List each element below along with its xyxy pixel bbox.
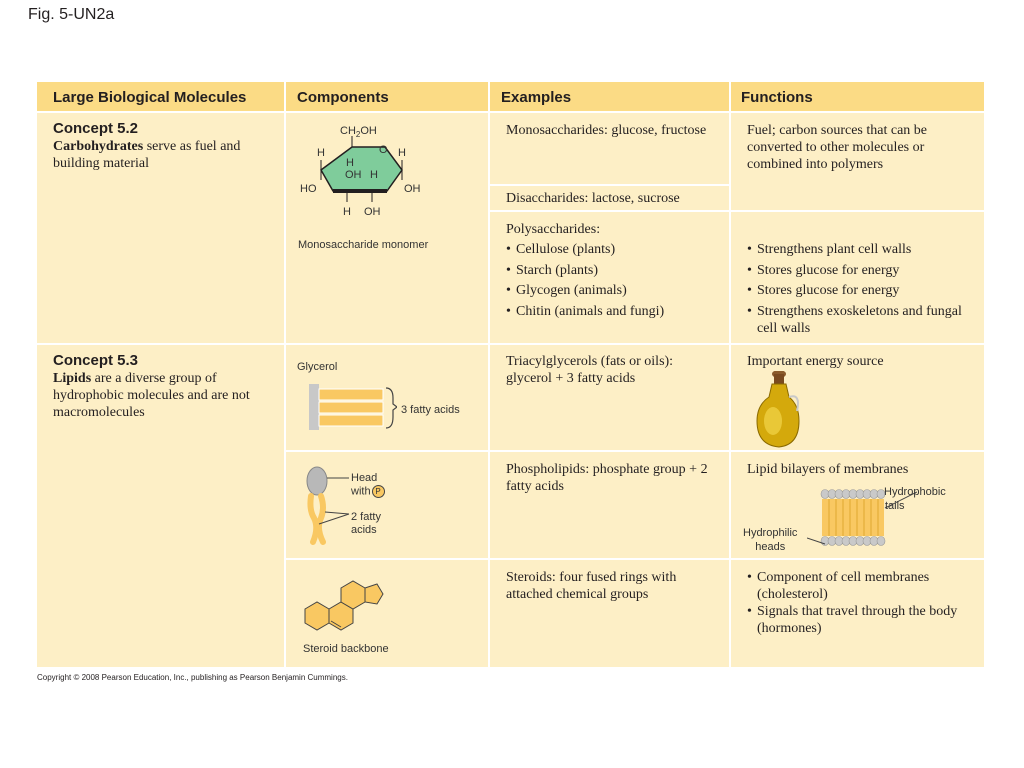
head-label-line: Head	[351, 472, 378, 484]
header-cell-components	[286, 82, 488, 111]
oh-label: OH	[345, 169, 362, 181]
example-steroids: Steroids: four fused rings with attached chemical groups	[506, 570, 677, 602]
list-item: • Strengthens exoskeletons and fungal cell walls	[747, 303, 977, 337]
hydrophilic-label	[743, 526, 797, 554]
list-item: • Stores glucose for energy	[747, 282, 977, 299]
steroid-backbone-diagram	[295, 572, 445, 638]
bottle-neck	[774, 374, 784, 384]
example-disaccharides: Disaccharides: lactose, sucrose	[506, 191, 680, 206]
steroid-ring-a	[305, 602, 329, 630]
phospholipid-head	[307, 467, 327, 495]
row-divider	[37, 343, 984, 345]
header-cell-examples	[490, 82, 729, 111]
column-divider	[488, 82, 490, 667]
head-label-line	[351, 485, 385, 498]
column-divider	[284, 82, 286, 667]
head-label	[351, 472, 385, 498]
column-divider	[729, 82, 731, 667]
glycerol-label: Glycerol	[297, 361, 338, 373]
h-label: H	[317, 147, 325, 159]
row-divider	[286, 558, 984, 560]
steroid-caption: Steroid backbone	[303, 643, 389, 655]
row-divider	[286, 450, 984, 452]
header-cell-molecules	[37, 82, 284, 111]
concept-title: Concept 5.2	[53, 120, 139, 137]
oil-bottle-icon	[747, 371, 803, 449]
oh-label: OH	[364, 206, 381, 218]
row-divider	[37, 111, 984, 113]
example-polysaccharides	[506, 221, 721, 322]
list-item: • Cellulose (plants)	[506, 240, 721, 261]
example-monosaccharides: Monosaccharides: glucose, fructose	[506, 123, 707, 138]
steroid-ring-d	[365, 584, 383, 604]
phosphate-p-icon: P	[372, 485, 385, 498]
figure-label: Fig. 5-UN2a	[28, 6, 115, 23]
fatty-acid-chain	[319, 389, 383, 400]
hydrophobic-label-line: tails	[885, 500, 905, 512]
h-label: H	[370, 169, 378, 181]
header-functions: Functions	[741, 89, 813, 106]
fatty-acid-tail	[319, 496, 323, 542]
header-cell-functions	[731, 82, 984, 111]
tails-label	[351, 511, 381, 537]
list-item: • Starch (plants)	[506, 261, 721, 282]
function-fuel: Fuel; carbon sources that can be converted to other molecules or combined into polymers	[747, 123, 927, 172]
polysaccharide-functions-list	[747, 241, 977, 337]
example-phospholipids: Phospholipids: phosphate group + 2 fatty acids	[506, 462, 708, 494]
ho-label: HO	[300, 183, 317, 195]
triacylglycerol-diagram	[309, 380, 397, 434]
list-item: • Stores glucose for energy	[747, 262, 977, 279]
tails-label-line: acids	[351, 524, 377, 536]
fatty-acid-tail	[310, 496, 316, 542]
brace-icon	[386, 388, 397, 428]
glycerol-bar	[309, 384, 319, 430]
tails-label-line: 2 fatty	[351, 511, 381, 523]
leader-line	[325, 512, 349, 514]
glucose-ring	[321, 147, 402, 191]
ring-oxygen-label: O	[379, 144, 388, 156]
list-item: • Chitin (animals and fungi)	[506, 302, 721, 323]
polysaccharides-title: Polysaccharides:	[506, 222, 601, 237]
h-label: H	[398, 147, 406, 159]
header-molecules: Large Biological Molecules	[53, 89, 247, 106]
concept-rest: serve as fuel and building material	[53, 139, 241, 171]
header-components: Components	[297, 89, 389, 106]
concept-description	[53, 370, 278, 421]
fatty-acids-label: 3 fatty acids	[401, 404, 460, 416]
list-item: • Signals that travel through the body (hormones)	[747, 603, 972, 637]
leader-line	[807, 538, 825, 544]
h-label: H	[346, 157, 354, 169]
row-divider	[490, 184, 729, 186]
header-examples: Examples	[501, 89, 572, 106]
example-triacylglycerols: Triacylglycerols (fats or oils): glycerol + 3 fatty acids	[506, 354, 674, 386]
concept-rest: are a diverse group of hydrophobic molecules and are not macromolecules	[53, 371, 250, 420]
list-item: • Glycogen (animals)	[506, 281, 721, 302]
bottle-highlight	[764, 407, 782, 435]
concept-lipids	[53, 352, 278, 421]
head-label-with: with	[351, 485, 371, 498]
concept-carbohydrates	[53, 120, 278, 172]
h-label: H	[343, 206, 351, 218]
hydrophilic-label-line: Hydrophilic	[743, 527, 798, 539]
polysaccharides-list	[506, 240, 721, 322]
list-item: • Strengthens plant cell walls	[747, 241, 977, 258]
concept-keyword: Lipids	[53, 371, 92, 386]
function-energy-source: Important energy source	[747, 354, 884, 369]
list-item: • Component of cell membranes (cholesterol)	[747, 569, 972, 603]
fatty-acid-chain	[319, 415, 383, 426]
fatty-acid-chain	[319, 402, 383, 413]
row-divider	[490, 210, 984, 212]
ch2oh-label: $CH_2OH$	[340, 125, 377, 139]
concept-description	[53, 138, 278, 172]
hydrophilic-label-line: heads	[755, 541, 786, 553]
oh-label: OH	[404, 183, 421, 195]
monosaccharide-caption: Monosaccharide monomer	[298, 239, 429, 251]
function-lipid-bilayers: Lipid bilayers of membranes	[747, 462, 909, 477]
steroid-functions-list	[747, 569, 972, 637]
glucose-ring-diagram	[292, 118, 482, 230]
hydrophobic-label-line: Hydrophobic	[884, 486, 946, 498]
molecules-table	[37, 82, 984, 667]
copyright-notice: Copyright © 2008 Pearson Education, Inc., publishing as Pearson Benjamin Cummings.	[37, 673, 348, 682]
concept-keyword: Carbohydrates	[53, 139, 144, 154]
hydrophobic-label	[884, 485, 946, 513]
concept-title: Concept 5.3	[53, 352, 139, 369]
